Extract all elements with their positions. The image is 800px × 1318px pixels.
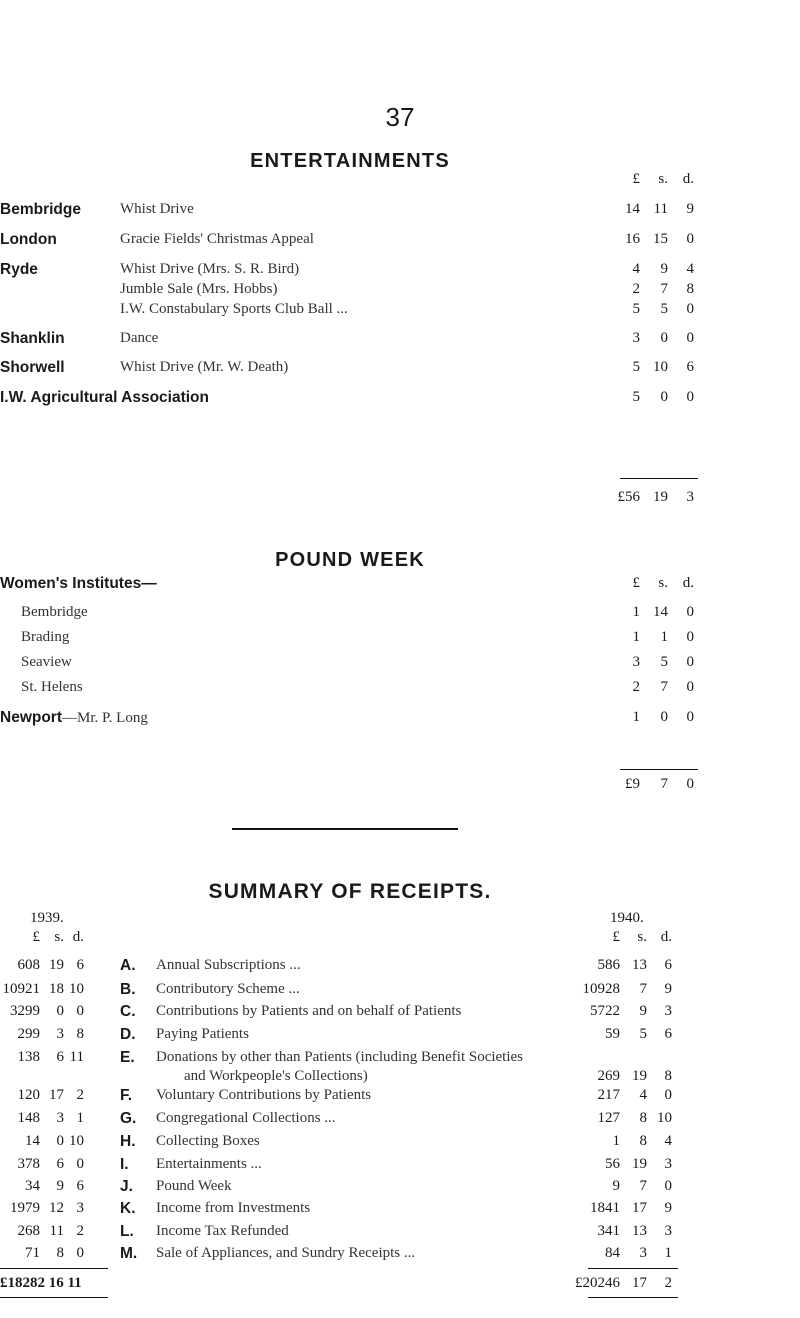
amount-shillings-1940: 8 — [639, 1133, 647, 1149]
amount-pounds-1940: 59 — [605, 1026, 620, 1042]
summary-row-letter: G. — [120, 1110, 137, 1127]
summary-row-letter: I. — [120, 1156, 129, 1173]
amount-shillings-1940: 7 — [639, 1178, 647, 1194]
amount-pounds: 5 — [632, 389, 640, 405]
amount-pounds-1940: 127 — [597, 1110, 620, 1126]
amount-shillings-1940: 5 — [639, 1026, 647, 1042]
summary-description: Pound Week — [156, 1178, 232, 1194]
women-institutes-label: Women's Institutes— — [0, 575, 157, 592]
amount-pounds: 1 — [632, 709, 640, 725]
summary-row — [0, 1245, 800, 1265]
amount-pounds: 14 — [625, 201, 640, 217]
amount-pence-1939: 8 — [76, 1026, 84, 1042]
summary-description: Contributions by Patients and on behalf of Patients — [156, 1003, 462, 1019]
amount-shillings-1939: 8 — [56, 1245, 64, 1261]
amount-pence-1940: 3 — [664, 1003, 672, 1019]
summary-description: Donations by other than Patients (including Benefit Societies — [156, 1049, 524, 1065]
amount-pence-1939: 6 — [76, 1178, 84, 1194]
amount-pence-1940: 9 — [664, 1200, 672, 1216]
amount-pence-1939: 2 — [76, 1223, 84, 1239]
summary-description: Congregational Collections ... — [156, 1110, 336, 1126]
entertainment-row — [0, 231, 800, 251]
amount-pence-1939: 0 — [76, 1003, 84, 1019]
pound-week-row — [0, 604, 800, 624]
summary-total-rule-right — [588, 1268, 678, 1269]
summary-total-underline-left — [0, 1297, 108, 1298]
summary-description: Income Tax Refunded — [156, 1223, 289, 1239]
amount-pence-1940: 8 — [664, 1068, 672, 1084]
year-1939: 1939. — [30, 910, 64, 926]
amount-pounds-1939: 14 — [25, 1133, 40, 1149]
entertainment-description: Dance — [120, 330, 159, 346]
amount-pounds-1939: 138 — [17, 1049, 40, 1065]
summary-row — [0, 1026, 800, 1046]
summary-row — [0, 1133, 800, 1153]
amount-pence-1940: 1 — [664, 1245, 672, 1261]
summary-description: Annual Subscriptions ... — [156, 957, 301, 973]
summary-row-letter: C. — [120, 1003, 136, 1020]
summary-row-letter: J. — [120, 1178, 133, 1195]
amount-pence-1939: 1 — [76, 1110, 84, 1126]
amount-pence-1940: 9 — [664, 981, 672, 997]
summary-row-letter: K. — [120, 1200, 136, 1217]
amount-pounds: 2 — [632, 679, 640, 695]
amount-pence: 0 — [686, 709, 694, 725]
amount-pence: 0 — [686, 679, 694, 695]
amount-shillings-1939: 12 — [49, 1200, 64, 1216]
amount-pounds-1940: 56 — [605, 1156, 620, 1172]
amount-pence-1939: 10 — [69, 1133, 84, 1149]
amount-shillings-1939: 17 — [49, 1087, 64, 1103]
amount-pence-1940: 3 — [664, 1156, 672, 1172]
amount-shillings: 7 — [660, 281, 668, 297]
place-label: Shanklin — [0, 330, 65, 347]
summary-row — [0, 1003, 800, 1023]
entertainment-row — [0, 389, 800, 409]
amount-shillings-1940: 19 — [632, 1156, 647, 1172]
amount-pence-1939: 6 — [76, 957, 84, 973]
amount-shillings-1940: 13 — [632, 1223, 647, 1239]
header-pence: d. — [682, 575, 694, 591]
amount-shillings: 11 — [653, 201, 668, 217]
summary-description: Sale of Appliances, and Sundry Receipts ... — [156, 1245, 416, 1261]
amount-pounds-1940: 84 — [605, 1245, 620, 1261]
pound-week-label-rest: —Mr. P. Long — [62, 710, 148, 726]
summary-row-letter: L. — [120, 1223, 134, 1240]
amount-pence: 4 — [686, 261, 694, 277]
pound-week-total-row — [0, 776, 800, 796]
entertainment-description: I.W. Constabulary Sports Club Ball ... — [120, 301, 348, 317]
place-label: Bembridge — [0, 201, 81, 218]
amount-pounds-1940: 341 — [597, 1223, 620, 1239]
amount-pounds-1939: 71 — [25, 1245, 40, 1261]
summary-total-rule-left — [0, 1268, 108, 1269]
amount-pounds-1940: 10928 — [582, 981, 620, 997]
pound-week-row — [0, 679, 800, 699]
summary-description: Contributory Scheme ... — [156, 981, 300, 997]
summary-total-1939: £18282 16 11 — [0, 1275, 82, 1291]
summary-total-underline-right — [588, 1297, 678, 1298]
amount-shillings: 1 — [660, 629, 668, 645]
amount-pounds-1939: 148 — [17, 1110, 40, 1126]
header-pounds: £ — [632, 171, 640, 187]
entertainments-title: ENTERTAINMENTS — [250, 150, 450, 172]
amount-shillings: 0 — [660, 330, 668, 346]
total-pounds: £9 — [625, 776, 640, 792]
summary-row — [0, 1223, 800, 1243]
amount-shillings-1939: 6 — [56, 1049, 64, 1065]
entertainment-row — [0, 281, 800, 301]
amount-pence: 0 — [686, 604, 694, 620]
amount-shillings: 14 — [653, 604, 668, 620]
summary-description: Income from Investments — [156, 1200, 311, 1216]
pound-week-label — [0, 709, 148, 727]
summary-description-line2: and Workpeople's Collections) — [184, 1068, 368, 1084]
amount-pence-1940: 0 — [664, 1178, 672, 1194]
amount-pence-1940: 4 — [664, 1133, 672, 1149]
header-shillings: s. — [658, 575, 668, 591]
amount-shillings: 0 — [660, 389, 668, 405]
amount-shillings-1940: 17 — [632, 1200, 647, 1216]
pound-week-label: Brading — [21, 629, 70, 645]
amount-pounds: 4 — [632, 261, 640, 277]
summary-row — [0, 1178, 800, 1198]
amount-shillings-1940: 19 — [632, 1068, 647, 1084]
amount-pounds-1939: 1979 — [10, 1200, 40, 1216]
entertainments-total-rule — [620, 478, 698, 479]
total-pounds-1940: £20246 — [575, 1275, 620, 1291]
amount-shillings: 7 — [660, 679, 668, 695]
amount-pence: 0 — [686, 629, 694, 645]
amount-shillings: 10 — [653, 359, 668, 375]
amount-shillings-1940: 4 — [639, 1087, 647, 1103]
total-shillings-1940: 17 — [632, 1275, 647, 1291]
summary-row — [0, 1049, 800, 1084]
entertainment-row — [0, 201, 800, 221]
amount-shillings: 5 — [660, 301, 668, 317]
summary-description: Voluntary Contributions by Patients — [156, 1087, 372, 1103]
amount-pounds-1940: 217 — [597, 1087, 620, 1103]
summary-description: Paying Patients — [156, 1026, 249, 1042]
amount-pence-1939: 10 — [69, 981, 84, 997]
entertainment-row — [0, 261, 800, 281]
amount-pence-1940: 3 — [664, 1223, 672, 1239]
summary-row-letter: M. — [120, 1245, 138, 1262]
summary-description: Entertainments ... — [156, 1156, 262, 1172]
summary-row — [0, 1156, 800, 1176]
total-shillings: 7 — [660, 776, 668, 792]
amount-pence: 0 — [686, 654, 694, 670]
amount-shillings-1939: 19 — [49, 957, 64, 973]
amount-shillings: 5 — [660, 654, 668, 670]
entertainment-description: Gracie Fields' Christmas Appeal — [120, 231, 314, 247]
amount-pounds-1939: 34 — [25, 1178, 40, 1194]
pound-week-header-row — [0, 575, 800, 595]
pound-week-label: Bembridge — [21, 604, 88, 620]
amount-shillings-1939: 6 — [56, 1156, 64, 1172]
amount-shillings-1939: 3 — [56, 1026, 64, 1042]
amount-pence-1939: 3 — [76, 1200, 84, 1216]
amount-pounds-1940: 586 — [597, 957, 620, 973]
amount-pounds-1939: 10921 — [2, 981, 40, 997]
header-pounds-1939: £ — [32, 929, 40, 945]
header-shillings-1940: s. — [637, 929, 647, 945]
total-pence-1940: 2 — [664, 1275, 672, 1291]
summary-title: SUMMARY OF RECEIPTS. — [208, 880, 492, 903]
amount-pounds-1940: 5722 — [590, 1003, 620, 1019]
amount-pounds: 3 — [632, 330, 640, 346]
pound-week-total-rule — [620, 769, 698, 770]
amount-pence-1940: 10 — [657, 1110, 672, 1126]
entertainment-description: Whist Drive (Mr. W. Death) — [120, 359, 289, 375]
page-number: 37 — [385, 102, 415, 132]
amount-pence-1940: 6 — [664, 1026, 672, 1042]
summary-row — [0, 957, 800, 977]
entertainments-total-row — [0, 489, 800, 509]
amount-shillings-1940: 3 — [639, 1245, 647, 1261]
entertainment-row — [0, 330, 800, 350]
amount-pence-1940: 6 — [664, 957, 672, 973]
summary-description: Collecting Boxes — [156, 1133, 260, 1149]
pound-week-label: Seaview — [21, 654, 72, 670]
amount-shillings-1939: 0 — [56, 1133, 64, 1149]
amount-pence: 0 — [686, 330, 694, 346]
amount-shillings-1939: 0 — [56, 1003, 64, 1019]
pound-week-row — [0, 654, 800, 674]
amount-pounds-1940: 269 — [597, 1068, 620, 1084]
amount-pounds-1939: 120 — [17, 1087, 40, 1103]
amount-shillings-1940: 13 — [632, 957, 647, 973]
header-pence-1940: d. — [660, 929, 672, 945]
amount-pounds-1940: 9 — [612, 1178, 620, 1194]
amount-pounds-1939: 378 — [17, 1156, 40, 1172]
amount-pence: 9 — [686, 201, 694, 217]
amount-pence: 0 — [686, 231, 694, 247]
summary-currency-header — [0, 929, 800, 949]
amount-pounds-1939: 299 — [17, 1026, 40, 1042]
entertainment-row — [0, 301, 800, 321]
total-shillings: 19 — [653, 489, 668, 505]
place-label: London — [0, 231, 57, 248]
header-shillings: s. — [658, 171, 668, 187]
pound-week-row — [0, 629, 800, 649]
header-pounds: £ — [632, 575, 640, 591]
amount-pounds: 5 — [632, 359, 640, 375]
header-shillings-1939: s. — [54, 929, 64, 945]
amount-pounds-1939: 268 — [17, 1223, 40, 1239]
entertainment-description: Jumble Sale (Mrs. Hobbs) — [120, 281, 278, 297]
amount-pounds: 1 — [632, 604, 640, 620]
entertainments-currency-header — [0, 171, 800, 191]
section-divider — [232, 828, 458, 830]
place-label: Ryde — [0, 261, 38, 278]
amount-pounds: 5 — [632, 301, 640, 317]
summary-row-letter: E. — [120, 1049, 135, 1066]
amount-shillings: 15 — [653, 231, 668, 247]
total-pence: 3 — [686, 489, 694, 505]
amount-shillings: 0 — [660, 709, 668, 725]
summary-row — [0, 981, 800, 1001]
summary-row-letter: H. — [120, 1133, 136, 1150]
amount-shillings: 9 — [660, 261, 668, 277]
amount-pounds: 16 — [625, 231, 640, 247]
total-pence: 0 — [686, 776, 694, 792]
amount-pence: 6 — [686, 359, 694, 375]
summary-row — [0, 1087, 800, 1107]
amount-shillings-1940: 9 — [639, 1003, 647, 1019]
place-label: I.W. Agricultural Association — [0, 389, 209, 406]
amount-shillings-1940: 7 — [639, 981, 647, 997]
amount-shillings-1940: 8 — [639, 1110, 647, 1126]
amount-pence: 0 — [686, 301, 694, 317]
pound-week-label: St. Helens — [21, 679, 83, 695]
amount-pence-1939: 11 — [69, 1049, 84, 1065]
entertainment-row — [0, 359, 800, 379]
amount-pence: 0 — [686, 389, 694, 405]
summary-row-letter: F. — [120, 1087, 133, 1104]
amount-pence-1939: 2 — [76, 1087, 84, 1103]
pound-week-row — [0, 709, 800, 729]
amount-pence-1939: 0 — [76, 1156, 84, 1172]
amount-pence-1940: 0 — [664, 1087, 672, 1103]
header-pounds-1940: £ — [612, 929, 620, 945]
amount-shillings-1939: 3 — [56, 1110, 64, 1126]
summary-row — [0, 1200, 800, 1220]
total-pounds: £56 — [617, 489, 640, 505]
amount-pounds-1940: 1 — [612, 1133, 620, 1149]
amount-pounds-1939: 608 — [17, 957, 40, 973]
amount-pounds-1939: 3299 — [10, 1003, 40, 1019]
pound-week-title: POUND WEEK — [275, 549, 425, 571]
amount-pence: 8 — [686, 281, 694, 297]
summary-years-row — [0, 910, 800, 930]
amount-shillings-1939: 9 — [56, 1178, 64, 1194]
summary-total-row — [0, 1275, 800, 1295]
summary-row — [0, 1110, 800, 1130]
amount-shillings-1939: 18 — [49, 981, 64, 997]
amount-pounds: 2 — [632, 281, 640, 297]
pound-week-label-bold: Newport — [0, 709, 62, 726]
year-1940: 1940. — [610, 910, 644, 926]
amount-pence-1939: 0 — [76, 1245, 84, 1261]
amount-shillings-1939: 11 — [49, 1223, 64, 1239]
header-pence: d. — [682, 171, 694, 187]
summary-row-letter: D. — [120, 1026, 136, 1043]
header-pence-1939: d. — [72, 929, 84, 945]
entertainment-description: Whist Drive (Mrs. S. R. Bird) — [120, 261, 300, 277]
entertainment-description: Whist Drive — [120, 201, 194, 217]
place-label: Shorwell — [0, 359, 65, 376]
summary-row-letter: B. — [120, 981, 136, 998]
amount-pounds-1940: 1841 — [590, 1200, 620, 1216]
amount-pounds: 1 — [632, 629, 640, 645]
amount-pounds: 3 — [632, 654, 640, 670]
summary-row-letter: A. — [120, 957, 136, 974]
